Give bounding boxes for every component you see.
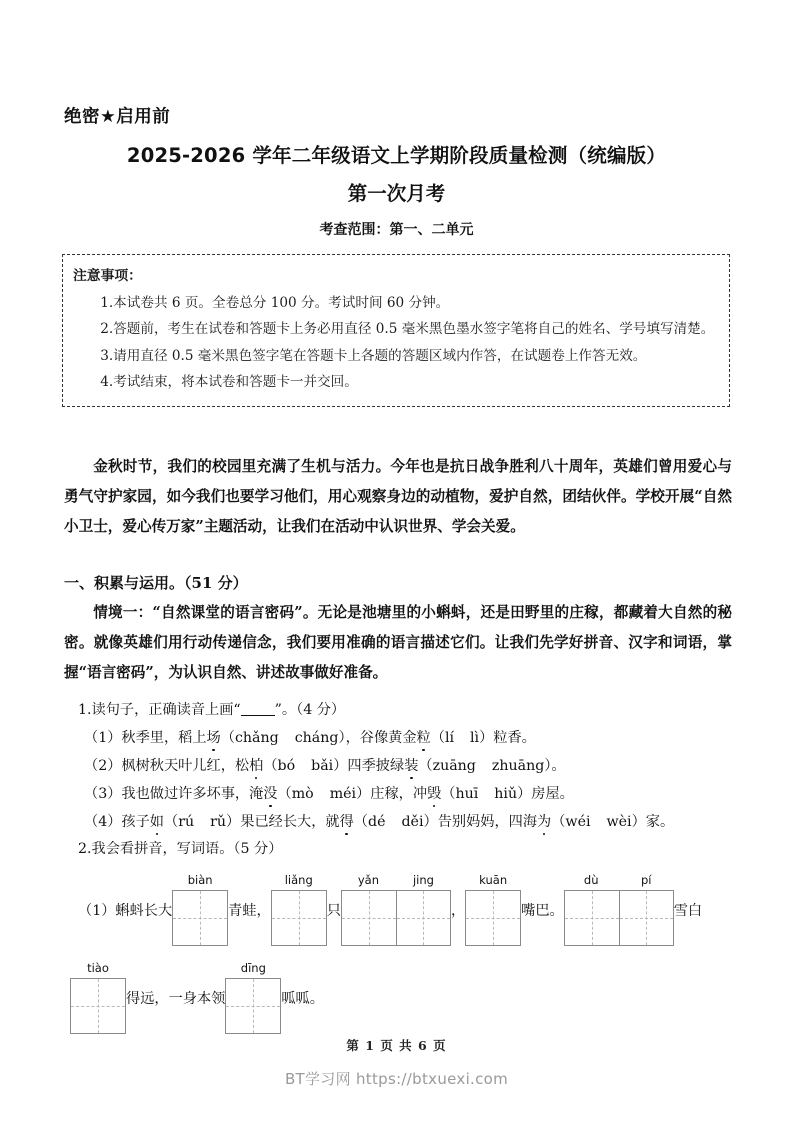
dotted-char: 装 <box>404 758 419 775</box>
item-text: 秋季里，稻上 <box>121 730 207 747</box>
pinyin-option[interactable]: wéi <box>565 814 591 831</box>
pinyin-option[interactable]: děi <box>401 814 424 831</box>
row-text: 青蛙， <box>228 902 271 919</box>
pinyin-label: biàn <box>187 873 213 887</box>
writing-grid-group <box>172 874 228 946</box>
row-text: 呱呱。 <box>281 990 324 1007</box>
page-subtitle: 第一次月考 <box>347 182 446 205</box>
pinyin-option[interactable]: zuāng <box>432 758 476 775</box>
question-1-item: （4）孩子如（rú rǔ）果已经长大，就得（dé děi）告别妈妈，四海为（wéi wèi）家。 <box>84 814 675 831</box>
pinyin-labels <box>465 874 521 890</box>
question-1-item: （2）枫树秋天叶儿红，松柏（bó bǎi）四季披绿装（zuāng zhuāng）。 <box>84 758 566 775</box>
situation-paragraph: 情境一：“自然课堂的语言密码”。无论是池塘里的小蝌蚪，还是田野里的庄稼，都藏着大自然的秘密。就像英雄们用行动传递信念，我们要用准确的语言描述它们。让我们先学好拼音、汉字和词语，掌握“语言密码”，为认识自然、讲述故事做好准备。 <box>64 604 732 681</box>
pinyin-label: pí <box>640 873 652 887</box>
pinyin-label: tiào <box>87 961 109 975</box>
item-text: 粒香。 <box>493 730 536 747</box>
item-text: 庄稼，冲 <box>370 786 428 803</box>
item-text: 。 <box>551 758 566 775</box>
row-text: 雪白 <box>673 902 703 919</box>
tianzige-cells[interactable] <box>70 978 126 1034</box>
section-heading: 一、积累与运用。（51 分） <box>64 574 248 592</box>
pinyin-option[interactable]: wèi <box>606 814 632 831</box>
item-label: （3） <box>84 786 122 803</box>
writing-grid-group <box>465 874 521 946</box>
writing-grid-group <box>341 874 451 946</box>
item-text: 孩子 <box>121 814 150 831</box>
pinyin-option[interactable]: rǔ <box>210 814 227 831</box>
pinyin-option[interactable]: bǎi <box>311 758 334 775</box>
pinyin-labels <box>271 874 327 890</box>
dotted-char: 柏 <box>249 758 264 775</box>
pinyin-labels <box>172 874 228 890</box>
tianzige-cells[interactable] <box>172 890 228 946</box>
question-1-item: （3）我也做过许多坏事，淹没（mò méi）庄稼，冲毁（huī hiǔ）房屋。 <box>84 786 574 803</box>
site-watermark: BT学习网 https://btxuexi.com <box>284 1070 509 1088</box>
writing-grid-group <box>271 874 327 946</box>
item-text: 我也做过许多坏事，淹 <box>121 786 264 803</box>
dotted-char: 如 <box>149 814 164 831</box>
notice-item: 2.答题前，考生在试卷和答题卡上务必用直径 0.5 毫米黑色墨水签字笔将自己的姓名、学号填写清楚。 <box>100 321 715 338</box>
item-label: （4） <box>84 814 122 831</box>
question-2-stem: 2.我会看拼音，写词语。（5 分） <box>78 841 283 857</box>
tianzige-cells[interactable] <box>271 890 327 946</box>
pinyin-option[interactable]: hiǔ <box>494 786 518 803</box>
dotted-char: 没 <box>263 786 278 803</box>
pinyin-option[interactable]: cháng <box>294 730 339 747</box>
writing-cell[interactable] <box>619 891 673 945</box>
dotted-char: 粒 <box>416 730 431 747</box>
item-label: （1） <box>84 730 122 747</box>
question-2-row-2 <box>70 962 324 1034</box>
pinyin-option[interactable]: zhuāng <box>491 758 545 775</box>
pinyin-option[interactable]: mò <box>291 786 314 803</box>
item-text: 家。 <box>645 814 675 831</box>
pinyin-label: kuān <box>479 873 508 887</box>
exam-scope: 考查范围：第一、二单元 <box>319 222 474 238</box>
writing-cell[interactable] <box>396 891 450 945</box>
question-1-item: （1）秋季里，稻上场（chǎng cháng），谷像黄金粒（lí lì）粒香。 <box>84 730 536 747</box>
tianzige-cells[interactable] <box>564 890 674 946</box>
notice-item: 4.考试结束，将本试卷和答题卡一并交回。 <box>100 374 358 391</box>
page-title: 2025-2026 学年二年级语文上学期阶段质量检测（统编版） <box>126 144 667 167</box>
pinyin-label: jing <box>412 873 434 887</box>
q1-stem-after: ”。（4 分） <box>274 702 346 718</box>
pinyin-option[interactable]: bó <box>277 758 296 775</box>
writing-cell[interactable] <box>173 891 227 945</box>
pinyin-labels <box>225 962 281 978</box>
notice-item: 3.请用直径 0.5 毫米黑色签字笔在答题卡上各题的答题区域内作答，在试题卷上作答无效。 <box>100 347 647 364</box>
item-text: 四季披绿 <box>347 758 405 775</box>
row-lead-text: （1）蝌蚪长大 <box>78 902 173 919</box>
pinyin-label: dù <box>583 873 599 887</box>
page-indicator: 第 1 页 共 6 页 <box>346 1038 447 1053</box>
dotted-char: 为 <box>537 814 552 831</box>
pinyin-labels <box>564 874 674 890</box>
item-text: ，谷像黄金 <box>345 730 417 747</box>
pinyin-option[interactable]: rú <box>178 814 195 831</box>
pinyin-option[interactable]: lí <box>444 730 455 747</box>
pinyin-option[interactable]: huī <box>455 786 479 803</box>
item-text: 告别妈妈，四海 <box>437 814 538 831</box>
writing-cell[interactable] <box>342 891 396 945</box>
row-text: 嘴巴。 <box>521 902 564 919</box>
notice-title: 注意事项： <box>73 268 142 284</box>
writing-grid-group <box>70 962 126 1034</box>
dotted-char: 场 <box>206 730 221 747</box>
intro-paragraph: 金秋时节，我们的校园里充满了生机与活力。今年也是抗日战争胜利八十周年，英雄们曾用爱心与勇气守护家园，如今我们也要学习他们，用心观察身边的动植物，爱护自然，团结伙伴。学校开展“自然小卫士，爱心传万家”主题活动，让我们在活动中认识世界、学会关爱。 <box>64 458 732 535</box>
tianzige-cells[interactable] <box>465 890 521 946</box>
writing-cell[interactable] <box>226 979 280 1033</box>
tianzige-cells[interactable] <box>225 978 281 1034</box>
item-text: 果已经长大，就 <box>240 814 340 831</box>
notice-item: 1.本试卷共 6 页。全卷总分 100 分。考试时间 60 分钟。 <box>100 294 450 311</box>
pinyin-labels <box>341 874 451 890</box>
writing-grid-group <box>225 962 281 1034</box>
writing-cell[interactable] <box>272 891 326 945</box>
q1-stem-before: 1.读句子，正确读音上画“ <box>78 702 241 718</box>
pinyin-label: dīng <box>240 961 266 975</box>
pinyin-option[interactable]: dé <box>367 814 386 831</box>
dotted-char: 得 <box>339 814 354 831</box>
dotted-char: 毁 <box>427 786 442 803</box>
pinyin-label: liǎng <box>284 873 313 887</box>
question-2-row-1 <box>78 874 702 946</box>
writing-cell[interactable] <box>565 891 619 945</box>
notice-box <box>62 254 730 407</box>
pinyin-label: yǎn <box>357 873 380 887</box>
row-text: ， <box>450 902 466 919</box>
question-1-stem <box>78 696 738 724</box>
writing-cell[interactable] <box>71 979 125 1033</box>
item-text: 枫树秋天叶儿红，松 <box>121 758 250 775</box>
pinyin-option[interactable]: méi <box>329 786 357 803</box>
item-label: （2） <box>84 758 122 775</box>
question-1-block <box>78 696 738 837</box>
pinyin-option[interactable]: chǎng <box>234 730 279 747</box>
tianzige-cells[interactable] <box>341 890 451 946</box>
pinyin-labels <box>70 962 126 978</box>
writing-grid-group <box>564 874 674 946</box>
pinyin-option[interactable]: lì <box>470 730 480 747</box>
answer-blank[interactable] <box>241 715 275 716</box>
writing-cell[interactable] <box>466 891 520 945</box>
row-text: 只 <box>326 902 341 919</box>
secret-label: 绝密★启用前 <box>64 107 171 127</box>
row-text: 得远，一身本领 <box>126 990 226 1007</box>
item-text: 房屋。 <box>531 786 574 803</box>
